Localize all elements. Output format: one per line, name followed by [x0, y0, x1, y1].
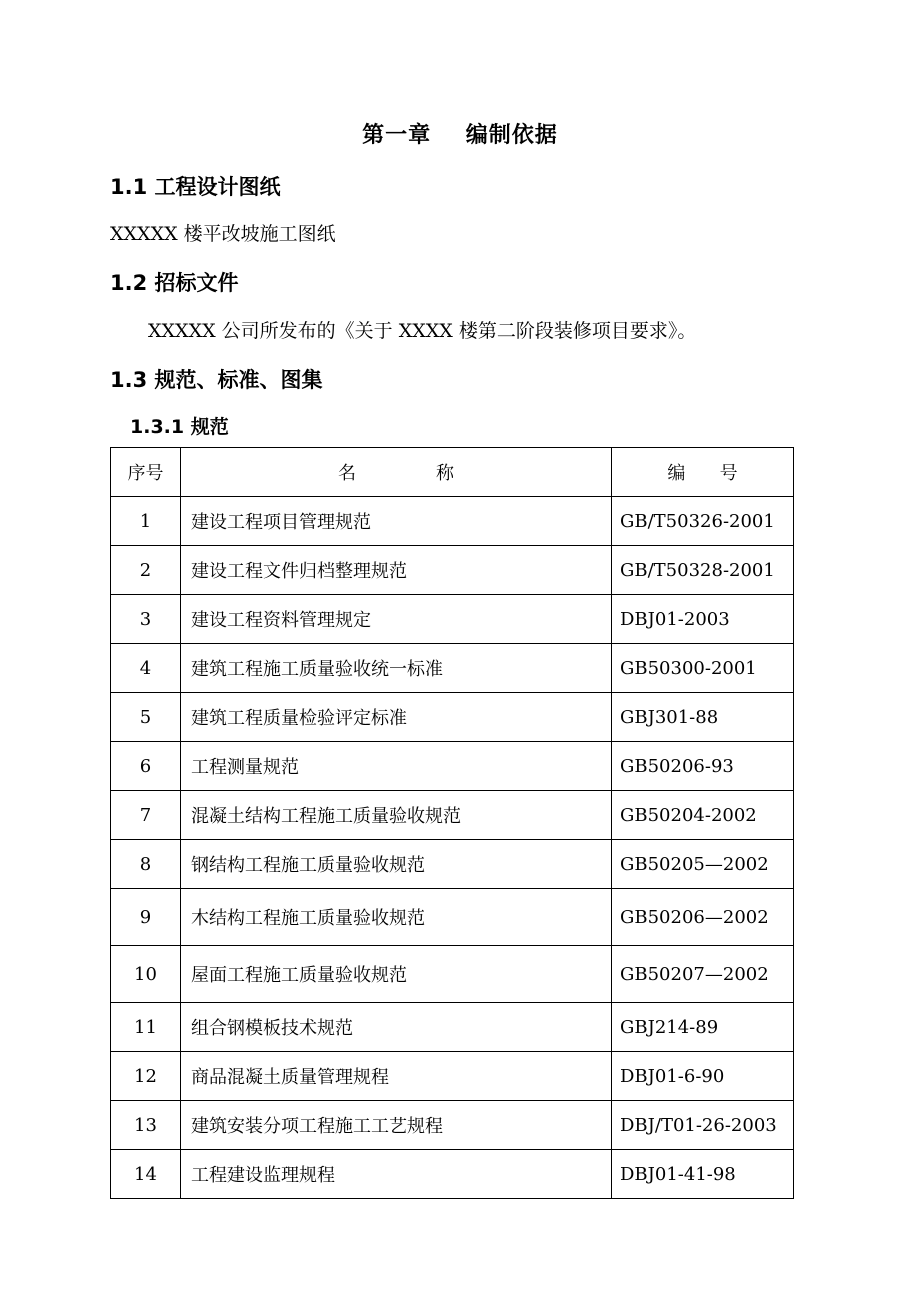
- table-row: [111, 1003, 794, 1052]
- row-number: 4: [111, 644, 181, 693]
- row-code: DBJ/T01-26-2003: [612, 1101, 794, 1150]
- row-name: 建筑工程施工质量验收统一标准: [181, 644, 612, 693]
- row-code: GB50300-2001: [612, 644, 794, 693]
- table-row: [111, 546, 794, 595]
- row-name: 工程测量规范: [181, 742, 612, 791]
- row-code: GB50205—2002: [612, 840, 794, 889]
- row-name: 屋面工程施工质量验收规范: [181, 946, 612, 1003]
- section-text-1-1: XXXXX 楼平改坡施工图纸: [110, 223, 336, 245]
- standards-table: [110, 447, 794, 1199]
- row-code: GB/T50328-2001: [612, 546, 794, 595]
- table-row: [111, 840, 794, 889]
- table-row: [111, 693, 794, 742]
- row-code: GB50207—2002: [612, 946, 794, 1003]
- row-name: 组合钢模板技术规范: [181, 1003, 612, 1052]
- row-number: 5: [111, 693, 181, 742]
- row-name: 木结构工程施工质量验收规范: [181, 889, 612, 946]
- row-number: 1: [111, 497, 181, 546]
- row-number: 13: [111, 1101, 181, 1150]
- row-number: 11: [111, 1003, 181, 1052]
- row-code: DBJ01-41-98: [612, 1150, 794, 1199]
- row-name: 建设工程项目管理规范: [181, 497, 612, 546]
- row-code: DBJ01-2003: [612, 595, 794, 644]
- row-number: 6: [111, 742, 181, 791]
- table-body: [111, 497, 794, 1199]
- subsection-heading-1-3-1: 1.3.1 规范: [130, 416, 229, 438]
- row-number: 3: [111, 595, 181, 644]
- row-number: 2: [111, 546, 181, 595]
- table-row: [111, 791, 794, 840]
- row-code: DBJ01-6-90: [612, 1052, 794, 1101]
- row-number: 7: [111, 791, 181, 840]
- table-row: [111, 889, 794, 946]
- header-no: 序号: [111, 448, 181, 497]
- row-number: 12: [111, 1052, 181, 1101]
- header-code: 编 号: [612, 448, 794, 497]
- row-number: 10: [111, 946, 181, 1003]
- section-text-1-2: XXXXX 公司所发布的《关于 XXXX 楼第二阶段装修项目要求》。: [148, 320, 697, 342]
- section-heading-1-2: 1.2 招标文件: [110, 271, 239, 295]
- row-number: 14: [111, 1150, 181, 1199]
- row-code: GB/T50326-2001: [612, 497, 794, 546]
- row-code: GB50206-93: [612, 742, 794, 791]
- row-name: 混凝土结构工程施工质量验收规范: [181, 791, 612, 840]
- table-row: [111, 1150, 794, 1199]
- row-name: 建筑安装分项工程施工工艺规程: [181, 1101, 612, 1150]
- row-number: 8: [111, 840, 181, 889]
- row-code: GBJ214-89: [612, 1003, 794, 1052]
- section-heading-1-3: 1.3 规范、标准、图集: [110, 368, 323, 392]
- row-name: 商品混凝土质量管理规程: [181, 1052, 612, 1101]
- header-name: 名 称: [181, 448, 612, 497]
- table-row: [111, 497, 794, 546]
- section-heading-1-1: 1.1 工程设计图纸: [110, 175, 281, 199]
- table-row: [111, 946, 794, 1003]
- row-name: 钢结构工程施工质量验收规范: [181, 840, 612, 889]
- row-number: 9: [111, 889, 181, 946]
- row-name: 建设工程资料管理规定: [181, 595, 612, 644]
- table-row: [111, 742, 794, 791]
- row-name: 建筑工程质量检验评定标准: [181, 693, 612, 742]
- chapter-title: 第一章 编制依据: [362, 123, 558, 148]
- table-header-row: [111, 448, 794, 497]
- table-row: [111, 595, 794, 644]
- table-row: [111, 1052, 794, 1101]
- row-code: GBJ301-88: [612, 693, 794, 742]
- row-code: GB50206—2002: [612, 889, 794, 946]
- table-row: [111, 1101, 794, 1150]
- row-name: 建设工程文件归档整理规范: [181, 546, 612, 595]
- row-name: 工程建设监理规程: [181, 1150, 612, 1199]
- row-code: GB50204-2002: [612, 791, 794, 840]
- table-row: [111, 644, 794, 693]
